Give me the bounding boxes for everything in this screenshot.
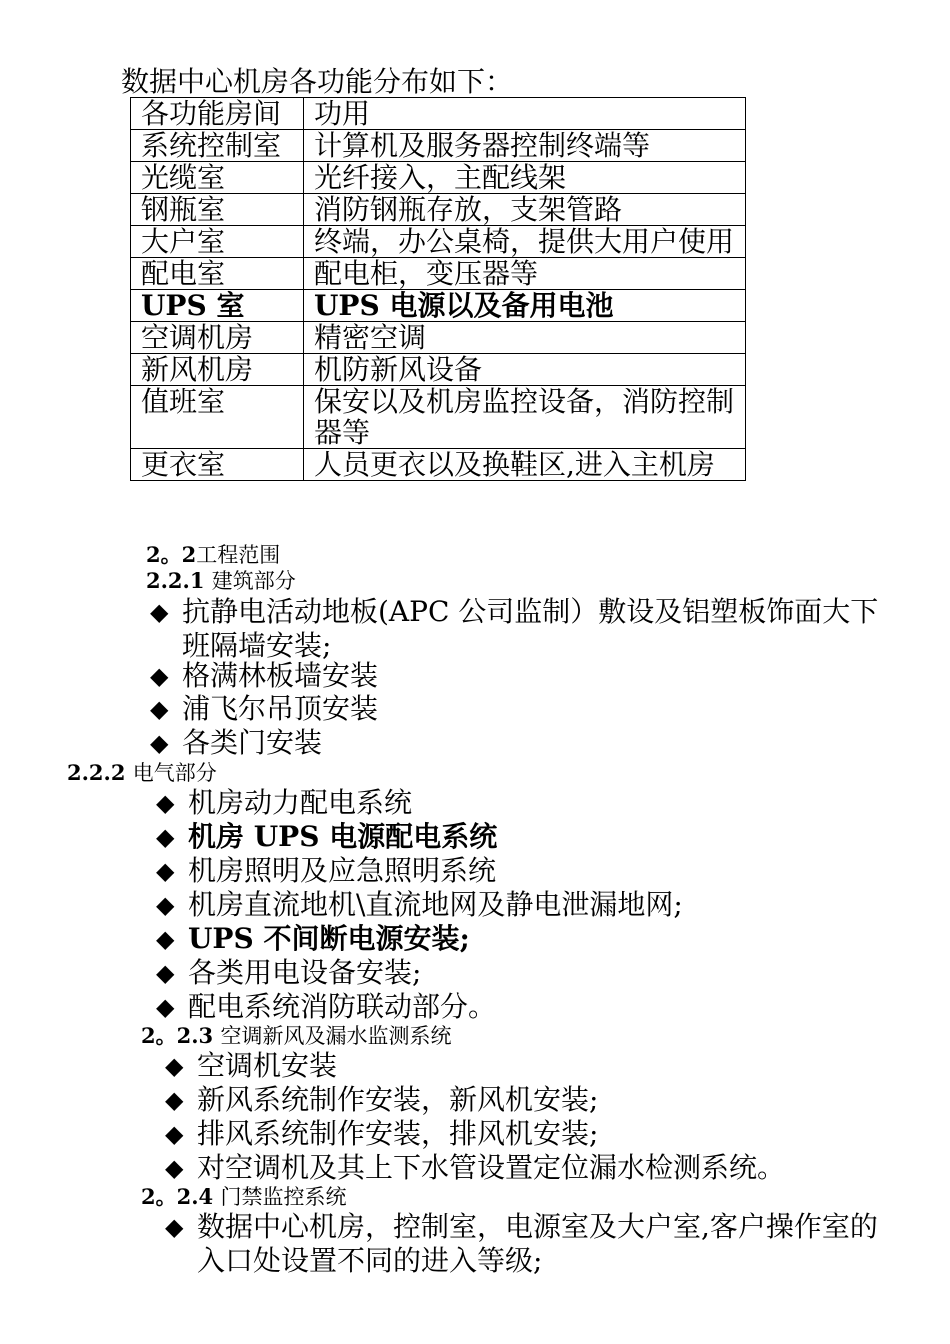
section-title: 工程范围 bbox=[196, 543, 281, 567]
table-cell-room: 新风机房 bbox=[131, 354, 304, 386]
table-row bbox=[131, 194, 746, 226]
intro-heading: 数据中心机房各功能分布如下： bbox=[121, 65, 514, 98]
section-number: 2.2.2 bbox=[67, 760, 126, 785]
section-heading-hvac bbox=[141, 1023, 451, 1049]
section-number: 2。2.4 bbox=[141, 1184, 214, 1209]
section-title: 电气部分 bbox=[132, 761, 217, 785]
function-table bbox=[130, 97, 746, 481]
diamond-bullet-icon: ◆ bbox=[156, 789, 175, 817]
section-heading-electrical bbox=[67, 760, 217, 786]
table-row bbox=[131, 322, 746, 354]
diamond-bullet-icon: ◆ bbox=[156, 959, 175, 987]
diamond-bullet-icon: ◆ bbox=[156, 925, 175, 953]
list-item bbox=[156, 854, 496, 888]
list-item bbox=[165, 1210, 885, 1278]
list-item-text: 机房照明及应急照明系统 bbox=[188, 854, 497, 887]
list-item-text: 各类用电设备安装; bbox=[188, 956, 422, 989]
table-cell-function: 配电柜，变压器等 bbox=[304, 258, 746, 290]
list-item-text: 空调机安装 bbox=[197, 1049, 338, 1082]
list-item bbox=[156, 990, 496, 1024]
table-row bbox=[131, 162, 746, 194]
list-item-text: 排风系统制作安装，排风机安装; bbox=[197, 1117, 599, 1150]
diamond-bullet-icon: ◆ bbox=[156, 993, 175, 1021]
list-item bbox=[156, 786, 412, 820]
section-title: 空调新风及漏水监测系统 bbox=[220, 1024, 452, 1048]
table-header-room: 各功能房间 bbox=[131, 98, 304, 130]
section-number: 2。2 bbox=[146, 542, 197, 567]
table-cell-room: 空调机房 bbox=[131, 322, 304, 354]
table-row bbox=[131, 258, 746, 290]
list-item-text: 新风系统制作安装，新风机安装; bbox=[197, 1083, 599, 1116]
diamond-bullet-icon: ◆ bbox=[150, 662, 169, 690]
table-cell-function: UPS 电源以及备用电池 bbox=[304, 290, 746, 322]
list-item-text: 机房 UPS 电源配电系统 bbox=[188, 820, 498, 853]
table-header-function: 功用 bbox=[304, 98, 746, 130]
list-item-text: UPS 不间断电源安装; bbox=[188, 922, 470, 955]
list-item bbox=[156, 820, 497, 854]
section-heading-access-control bbox=[141, 1184, 346, 1210]
list-item bbox=[165, 1049, 337, 1083]
section-number: 2.2.1 bbox=[146, 568, 205, 593]
list-item bbox=[156, 888, 856, 922]
section-title: 建筑部分 bbox=[211, 569, 296, 593]
list-item-text: 机房动力配电系统 bbox=[188, 786, 413, 819]
table-cell-function: 消防钢瓶存放，支架管路 bbox=[304, 194, 746, 226]
list-item-text: 各类门安装 bbox=[182, 726, 323, 759]
table-row bbox=[131, 386, 746, 449]
list-item-text: 抗静电活动地板(APC 公司监制）敷设及铝塑板饰面大下班隔墙安装; bbox=[182, 595, 879, 662]
table-cell-function: 光纤接入，主配线架 bbox=[304, 162, 746, 194]
list-item bbox=[150, 692, 378, 726]
diamond-bullet-icon: ◆ bbox=[165, 1052, 184, 1080]
list-item-text: 配电系统消防联动部分。 bbox=[188, 990, 497, 1023]
table-cell-room: 值班室 bbox=[131, 386, 304, 449]
table-header-row bbox=[131, 98, 746, 130]
list-item bbox=[150, 595, 885, 663]
table-cell-room: 配电室 bbox=[131, 258, 304, 290]
diamond-bullet-icon: ◆ bbox=[156, 891, 175, 919]
table-cell-function: 机防新风设备 bbox=[304, 354, 746, 386]
table-cell-room: 光缆室 bbox=[131, 162, 304, 194]
diamond-bullet-icon: ◆ bbox=[150, 598, 169, 626]
list-item-text: 对空调机及其上下水管设置定位漏水检测系统。 bbox=[197, 1151, 786, 1184]
list-item bbox=[150, 726, 322, 760]
table-cell-function: 人员更衣以及换鞋区,进入主机房 bbox=[304, 449, 746, 481]
section-title: 门禁监控系统 bbox=[220, 1185, 347, 1209]
list-item bbox=[156, 956, 421, 990]
section-heading-scope bbox=[146, 542, 280, 568]
list-item-text: 机房直流地机\直流地网及静电泄漏地网; bbox=[188, 888, 683, 921]
diamond-bullet-icon: ◆ bbox=[165, 1154, 184, 1182]
diamond-bullet-icon: ◆ bbox=[150, 729, 169, 757]
list-item-text: 格满林板墙安装 bbox=[182, 659, 379, 692]
table-cell-room: 系统控制室 bbox=[131, 130, 304, 162]
diamond-bullet-icon: ◆ bbox=[165, 1086, 184, 1114]
table-cell-room: UPS 室 bbox=[131, 290, 304, 322]
diamond-bullet-icon: ◆ bbox=[150, 695, 169, 723]
table-row bbox=[131, 290, 746, 322]
list-item bbox=[150, 659, 378, 693]
section-number: 2。2.3 bbox=[141, 1023, 214, 1048]
diamond-bullet-icon: ◆ bbox=[156, 857, 175, 885]
diamond-bullet-icon: ◆ bbox=[165, 1120, 184, 1148]
table-cell-room: 钢瓶室 bbox=[131, 194, 304, 226]
table-cell-function: 计算机及服务器控制终端等 bbox=[304, 130, 746, 162]
table-row bbox=[131, 226, 746, 258]
list-item-text: 浦飞尔吊顶安装 bbox=[182, 692, 379, 725]
list-item bbox=[165, 1151, 865, 1185]
table-row bbox=[131, 130, 746, 162]
table-row bbox=[131, 449, 746, 481]
table-cell-function: 终端，办公桌椅，提供大用户使用 bbox=[304, 226, 746, 258]
table-cell-room: 大户室 bbox=[131, 226, 304, 258]
table-cell-room: 更衣室 bbox=[131, 449, 304, 481]
section-heading-building bbox=[146, 568, 296, 594]
table-cell-function: 保安以及机房监控设备，消防控制器等 bbox=[304, 386, 746, 449]
diamond-bullet-icon: ◆ bbox=[165, 1213, 184, 1241]
table-cell-function: 精密空调 bbox=[304, 322, 746, 354]
list-item bbox=[165, 1117, 598, 1151]
list-item bbox=[165, 1083, 598, 1117]
table-row bbox=[131, 354, 746, 386]
diamond-bullet-icon: ◆ bbox=[156, 823, 175, 851]
list-item-text: 数据中心机房，控制室，电源室及大户室,客户操作室的入口处设置不同的进入等级; bbox=[197, 1210, 878, 1277]
list-item bbox=[156, 922, 470, 956]
